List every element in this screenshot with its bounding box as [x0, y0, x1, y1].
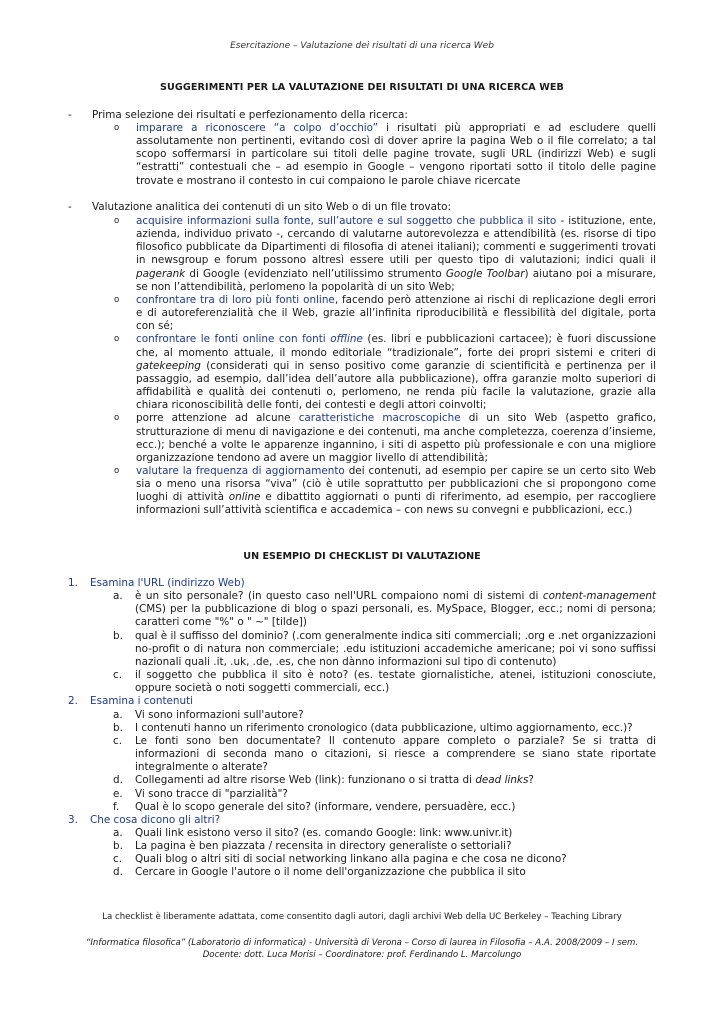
- checklist-title: UN ESEMPIO DI CHECKLIST DI VALUTAZIONE: [243, 551, 481, 562]
- bullet-lead-emphasis: offline: [330, 333, 363, 346]
- checklist-item: [68, 840, 656, 853]
- bullet-emphasis: pagerank: [136, 267, 186, 280]
- list-item: [68, 333, 656, 412]
- item-letter: d.: [113, 866, 123, 879]
- item-text: Quali link esistono verso il sito? (es. comando Google: link: www.univr.it): [135, 826, 513, 839]
- bullet-list: [68, 122, 656, 188]
- item-text: ?: [528, 774, 534, 787]
- item-text: Qual è lo scopo generale del sito? (informare, vendere, persuadère, ecc.): [135, 800, 516, 813]
- bullet-marker: o: [114, 123, 120, 133]
- document-title: SUGGERIMENTI PER LA VALUTAZIONE DEI RISULTATI DI UNA RICERCA WEB: [160, 82, 564, 93]
- checklist-group-heading: [68, 814, 656, 827]
- item-letter: d.: [113, 774, 123, 787]
- item-text: Quali blog o altri siti di social networking linkano alla pagina e che cosa ne dicono?: [135, 853, 567, 866]
- checklist-item: [68, 735, 656, 774]
- item-text: Cercare in Google l'autore o il nome dell'organizzazione che pubblica il sito: [135, 866, 526, 879]
- section-dash: -: [68, 109, 72, 121]
- item-text: Vi sono tracce di "parzialità"?: [135, 787, 288, 800]
- item-emphasis: content-management: [542, 590, 656, 603]
- section-dash: -: [68, 201, 72, 213]
- list-item: [68, 122, 656, 188]
- item-letter: c.: [113, 669, 123, 682]
- group-heading-text: Che cosa dicono gli altri?: [90, 813, 221, 826]
- checklist: [68, 577, 656, 880]
- footer-credit-line: Docente: dott. Luca Morisi – Coordinatore: prof. Ferdinando L. Marcolungo: [202, 949, 522, 960]
- item-letter: a.: [113, 590, 123, 603]
- bullet-lead: valutare la frequenza di aggiornamento: [136, 464, 345, 477]
- bullet-text: - istituzione, ente, azienda, individuo privato -, cercando di valutarne autorevolezza e attendibilità (es. risorse di tipo filosofico pubblicate da Dipartimenti di filosofia di atenei italiani); commenti e suggerimenti trovati in newsgroup e forum possono altresì essere utili per questo tipo di valutazioni; indici quali il: [136, 215, 657, 267]
- bullet-marker: o: [114, 413, 120, 424]
- checklist-item: [68, 827, 656, 840]
- checklist-group-heading: [68, 577, 656, 590]
- footer-credit-line: “Informatica filosofica” (Laboratorio di informatica) - Università di Verona – Corso di laurea in Filosofia – A.A. 2008/2009 – I sem.: [85, 938, 639, 948]
- checklist-item: [68, 853, 656, 866]
- footer-credit: [0, 938, 724, 961]
- bullet-text: (considerati qui in senso positivo come garanzie di scientificità e pertinenza per il passaggio, ad esempio, dall’idea dell’autore alla pubblicazione), offra garanzie molto superiori di affidabilità e qualità dei contenuti o, perlomeno, ne renda più facile la valutazione, grazie alla chiara riconoscibilità delle fonti, dei contesti e degli attori coinvolti;: [136, 359, 656, 412]
- bullet-emphasis: online: [228, 491, 261, 504]
- bullet-marker: o: [114, 465, 120, 476]
- checklist-item: [68, 774, 656, 787]
- item-letter: e.: [113, 787, 123, 800]
- item-letter: c.: [113, 853, 123, 866]
- item-letter: a.: [113, 826, 123, 839]
- bullet-text: di un sito Web (aspetto grafico, strutturazione di menu di navigazione e dei contenuti, ma anche completezza, coerenza d’insieme, ecc.); benché a volte le apparenze ingannino, i siti di aspetto più professionale e con una migliore organizzazione tendono ad avere un maggior livello di attendibilità;: [136, 412, 656, 464]
- bullet-text: i risultati più appropriati e ad escludere quelli assolutamente non pertinenti, evitando così di dover aprire la pagina Web o il file correlato; a tal scopo soffermarsi in particolare sui titoli delle pagine trovate, sugli URL (indirizzi Web) e sugli “estratti” contestuali che – ad esempio in Google – vengono riportati sotto il titolo delle pagine trovate e mostrano il contesto in cui compaiono le parole chiave ricercate: [136, 122, 656, 187]
- item-text: Vi sono informazioni sull'autore?: [135, 708, 304, 721]
- bullet-text: , facendo però attenzione ai rischi di replicazione degli errori e di autoreferenzialità che il Web, grazie all’infinita riproducibilità e flessibilità del digitale, porta con sé;: [136, 293, 656, 333]
- item-letter: b.: [113, 840, 123, 853]
- bullet-lead: acquisire informazioni sulla fonte, sull’autore e sul soggetto che pubblica il sito: [136, 215, 557, 227]
- bullet-text: ) aiutano poi a misurare, se non l’attendibilità, perlomeno la popolarità di un sito Web;: [136, 267, 656, 293]
- bullet-marker: o: [114, 334, 120, 345]
- running-header: Esercitazione – Valutazione dei risultati di una ricerca Web: [230, 41, 494, 51]
- group-heading-text: Esamina i contenuti: [90, 695, 194, 708]
- item-text: La pagina è ben piazzata / recensita in directory generaliste o settoriali?: [135, 840, 512, 853]
- item-text: qual è il suffisso del dominio? (.com generalmente indica siti commerciali; .org e .net organizzazioni no-profit o di natura non commerciale; .edu istituzioni accademiche americane; poi vi sono suffissi nazionali quali .it, .uk, .de, .es, che non dànno informazioni sul tipo di contenuto): [135, 629, 656, 668]
- bullet-lead: confrontare tra di loro più fonti online: [136, 293, 335, 306]
- bullet-emphasis: Google Toolbar: [445, 267, 525, 280]
- item-text: Collegamenti ad altre risorse Web (link): funzionano o si tratta di: [135, 774, 476, 787]
- section-heading: Prima selezione dei risultati e perfezionamento della ricerca:: [92, 109, 408, 121]
- list-item: [68, 465, 656, 518]
- item-text: il soggetto che pubblica il sito è noto? (es. testate giornalistiche, atenei, istituzioni conosciute, oppure società o noti soggetti commerciali, ecc.): [135, 669, 656, 695]
- bullet-lead: imparare a riconoscere “a colpo d’occhio”: [136, 122, 379, 134]
- item-text: è un sito personale? (in questo caso nell'URL compaiono nomi di sistemi di: [135, 590, 543, 603]
- group-number: 3.: [68, 813, 78, 826]
- checklist-item: [68, 590, 656, 629]
- item-letter: f.: [113, 800, 120, 813]
- bullet-lead: caratteristiche macroscopiche: [298, 412, 461, 425]
- item-text: (CMS) per la pubblicazione di blog o spazi personali, es. MySpace, Blogger, ecc.; nomi di persona; caratteri come "%" o " ~" [tilde]): [135, 603, 656, 629]
- item-letter: a.: [113, 708, 123, 721]
- checklist-item: [68, 722, 656, 735]
- list-item: [68, 412, 656, 465]
- bullet-emphasis: gatekeeping: [136, 359, 201, 372]
- bullet-marker: o: [114, 216, 120, 226]
- checklist-item: [68, 801, 656, 814]
- checklist-item: [68, 788, 656, 801]
- bullet-text: dei contenuti, ad esempio per capire se un certo sito Web sia o meno una risorsa “viva” (ciò è utile soprattutto per pubblicazioni che si propongono come luoghi di attività: [136, 464, 656, 504]
- list-item: [68, 215, 656, 294]
- checklist-item: [68, 709, 656, 722]
- checklist-item: [68, 866, 656, 879]
- bullet-text: porre attenzione ad alcune: [136, 412, 299, 425]
- checklist-item: [68, 669, 656, 695]
- item-text: I contenuti hanno un riferimento cronologico (data pubblicazione, ultimo aggiornamento, ecc.)?: [135, 721, 633, 734]
- checklist-item: [68, 630, 656, 669]
- group-number: 2.: [68, 695, 78, 708]
- item-letter: b.: [113, 721, 123, 734]
- item-letter: c.: [113, 734, 123, 747]
- bullet-text: (es. libri e pubblicazioni cartacee); è fuori discussione che, al momento attuale, il mondo editoriale “tradizionale”, forte dei propri sistemi e criteri di: [136, 333, 656, 359]
- bullet-list: [68, 215, 656, 518]
- section-heading: Valutazione analitica dei contenuti di un sito Web o di un file trovato:: [92, 201, 451, 213]
- item-emphasis: dead links: [475, 774, 529, 787]
- group-number: 1.: [68, 577, 78, 589]
- checklist-group-heading: [68, 695, 656, 708]
- item-letter: b.: [113, 629, 123, 642]
- group-heading-text: Esamina l'URL (indirizzo Web): [90, 577, 245, 589]
- bullet-marker: o: [114, 294, 120, 305]
- list-item: [68, 294, 656, 333]
- item-text: Le fonti sono ben documentate? Il contenuto appare completo o parziale? Se si tratta di informazioni di seconda mano o citazioni, si riesce a comprendere se siano state riportate integralmente o alterate?: [135, 734, 656, 774]
- bullet-lead: confrontare le fonti online con fonti: [136, 333, 331, 346]
- footer-note: La checklist è liberamente adattata, come consentito dagli autori, dagli archivi Web della UC Berkeley – Teaching Library: [102, 912, 622, 922]
- bullet-text: e dibattito aggiornati o punti di riferimento, ad esempio, per raccogliere informazioni sull’attività scientifica e accademica – con news su convegni e pubblicazioni, ecc.): [136, 491, 656, 517]
- bullet-text: di Google (evidenziato nell’utilissimo strumento: [185, 267, 446, 280]
